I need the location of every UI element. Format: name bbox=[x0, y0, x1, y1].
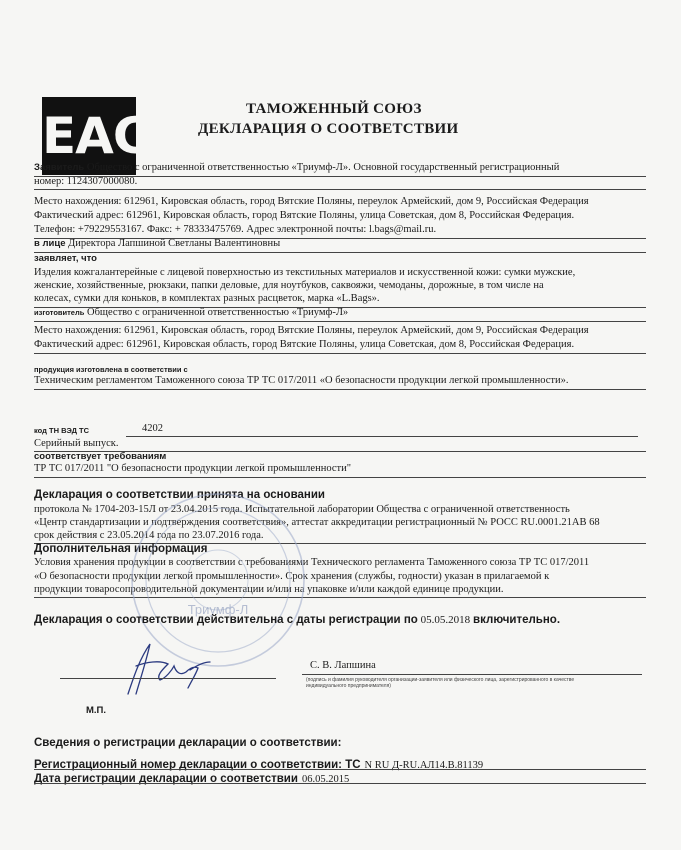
rule bbox=[34, 353, 646, 354]
additional-heading: Дополнительная информация bbox=[34, 543, 208, 555]
additional-line3: продукции товаросопроводительной документации и/или на упаковке и/или каждой единице продукции. bbox=[34, 584, 504, 595]
validity-line bbox=[34, 614, 560, 627]
manufacturer-name: Общество с ограниченной ответственностью «Триумф-Л» bbox=[86, 307, 349, 318]
product-line3: колесах, сумки для коньков, в комплектах разных расцветок, марка «L.Bags». bbox=[34, 293, 380, 304]
rule bbox=[34, 389, 646, 390]
applicant-ogrn: номер: 1124307000080. bbox=[34, 176, 138, 187]
product-line2: женские, хозяйственные, рюкзаки, папки деловые, для ноутбуков, саквояжи, чемоданы, дорожные, в том числе на bbox=[34, 280, 544, 291]
rule bbox=[302, 674, 642, 675]
additional-line2: «О безопасности продукции легкой промышленности». Срок хранения (службы, годности) указан в прилагаемой к bbox=[34, 571, 550, 582]
registration-number-value: N RU Д-RU.АЛ14.В.81139 bbox=[364, 760, 484, 771]
union-title: ТАМОЖЕННЫЙ СОЮЗ bbox=[246, 101, 422, 117]
applicant-line1 bbox=[34, 162, 559, 175]
signature-mark bbox=[110, 636, 220, 698]
represented-by bbox=[34, 238, 280, 251]
manufacturer-location: Место нахождения: 612961, Кировская область, город Вятские Поляны, переулок Армейский, дом 9, Российская Федерация bbox=[34, 325, 589, 336]
rule bbox=[34, 783, 646, 784]
stamp-text: Триумф-Л bbox=[187, 602, 249, 617]
validity-prefix: Декларация о соответствии действительна с даты регистрации по bbox=[34, 614, 418, 626]
applicant-actual-address: Фактический адрес: 612961, Кировская область, город Вятские Поляны, улица Советская, дом 8, Российская Федерация. bbox=[34, 210, 575, 221]
signature-line bbox=[60, 678, 276, 679]
manufacturer-label: изготовитель bbox=[34, 308, 85, 317]
additional-line1: Условия хранения продукции в соответствии с требованиями Технического регламента Таможенного союза ТР ТС 017/2011 bbox=[34, 557, 590, 568]
rule bbox=[34, 252, 646, 253]
stamp-place: М.П. bbox=[86, 705, 107, 716]
rule bbox=[34, 597, 646, 598]
manufacturer-line bbox=[34, 307, 348, 320]
declaration-title: ДЕКЛАРАЦИЯ О СООТВЕТСТВИИ bbox=[198, 121, 459, 137]
registration-number-label: Регистрационный номер декларации о соответствии: ТС bbox=[34, 759, 361, 771]
product-line1: Изделия кожгалантерейные с лицевой поверхностью из текстильных материалов и искусственной кожи: сумки мужские, bbox=[34, 267, 576, 278]
rule bbox=[34, 321, 646, 322]
registration-heading: Сведения о регистрации декларации о соответствии: bbox=[34, 737, 342, 749]
requirements-label: соответствует требованиям bbox=[34, 451, 167, 462]
requirements-value: ТР ТС 017/2011 "О безопасности продукции легкой промышленности" bbox=[34, 463, 351, 474]
applicant-label: Заявитель bbox=[34, 162, 85, 173]
basis-heading: Декларация о соответствии принята на основании bbox=[34, 489, 325, 501]
registration-date-label: Дата регистрации декларации о соответствии bbox=[34, 773, 298, 785]
represented-by-value: Директора Лапшиной Светланы Валентиновны bbox=[68, 238, 281, 249]
rule bbox=[34, 477, 646, 478]
registration-date-value: 06.05.2015 bbox=[301, 774, 350, 785]
manufacturer-actual-address: Фактический адрес: 612961, Кировская область, город Вятские Поляны, улица Советская, дом 8, Российская Федерация. bbox=[34, 339, 575, 350]
basis-line2: «Центр стандартизации и подтверждения соответствия», аттестат аккредитации регистрационный № РОСС RU.0001.21АВ 68 bbox=[34, 517, 600, 528]
tn-ved-value: 4202 bbox=[142, 423, 163, 434]
applicant-location: Место нахождения: 612961, Кировская область, город Вятские Поляны, переулок Армейский, дом 9, Российская Федерация bbox=[34, 196, 589, 207]
signature-caption1: (подпись и фамилия руководителя организации-заявителя или физического лица, зарегистрированного в качестве bbox=[306, 677, 575, 683]
basis-line1: протокола № 1704-203-15Л от 23.04.2015 года. Испытательной лаборатории Общества с ограниченной ответственность bbox=[34, 504, 570, 515]
validity-suffix: включительно. bbox=[473, 614, 561, 626]
represented-by-label: в лице bbox=[34, 238, 66, 249]
validity-date: 05.05.2018 bbox=[420, 614, 471, 626]
rule bbox=[34, 189, 646, 190]
tn-ved-label: код ТН ВЭД ТС bbox=[34, 426, 90, 435]
rule bbox=[126, 436, 638, 437]
made-per-value: Техническим регламентом Таможенного союза ТР ТС 017/2011 «О безопасности продукции легкой промышленности». bbox=[34, 375, 569, 386]
registration-date-line bbox=[34, 769, 349, 787]
serial-release: Серийный выпуск. bbox=[34, 438, 119, 449]
basis-line3: срок действия с 23.05.2014 года по 23.07.2016 года. bbox=[34, 530, 264, 541]
eac-logo-text: EAC bbox=[42, 107, 149, 165]
declares-label: заявляет, что bbox=[34, 253, 97, 264]
signer-name: С. В. Лапшина bbox=[310, 660, 376, 671]
applicant-contacts: Телефон: +79229553167. Факс: + 78333475769. Адрес электронной почты: l.bags@mail.ru. bbox=[34, 224, 437, 235]
applicant-name: Общество с ограниченной ответственностью «Триумф-Л». Основной государственный регистрационный bbox=[86, 162, 560, 173]
made-per-label: продукция изготовлена в соответствии с bbox=[34, 365, 188, 374]
signature-caption2: индивидуального предпринимателя) bbox=[306, 683, 391, 689]
